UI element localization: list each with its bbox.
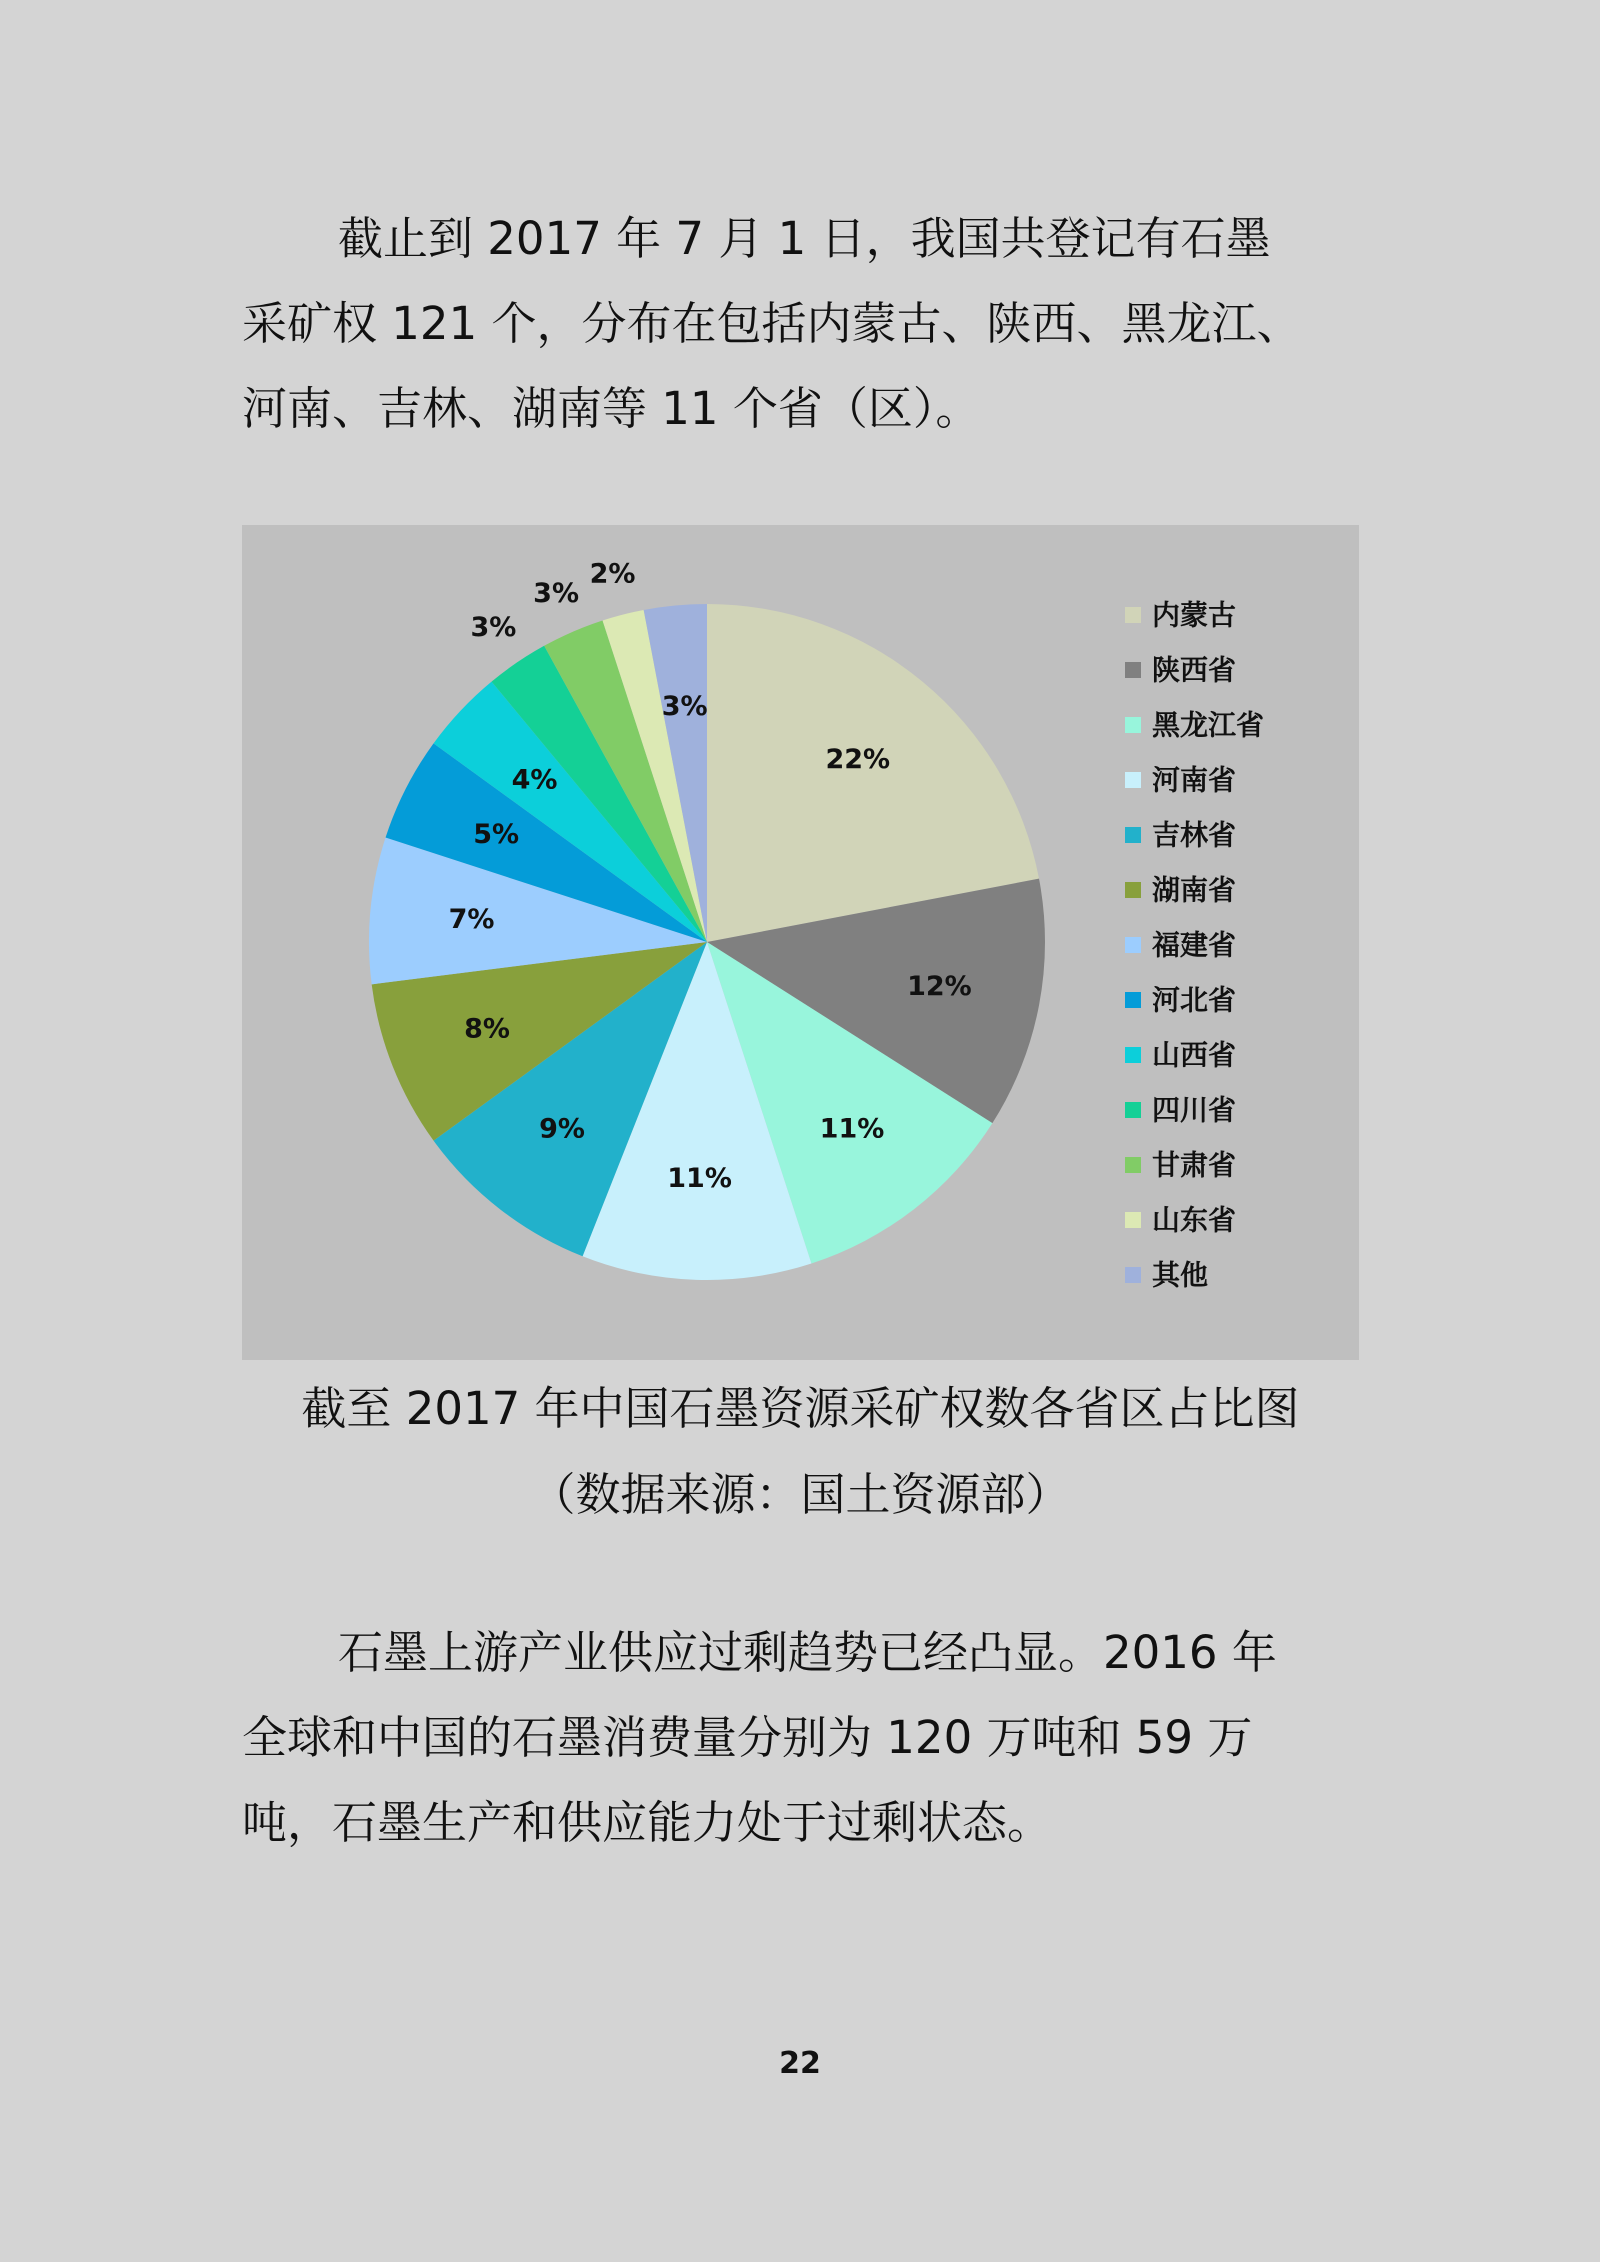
legend-label: 内蒙古 [1152,598,1237,632]
pie-slice-label: 3% [533,577,580,609]
pie-slice-label: 3% [661,691,708,722]
paragraph-1-line: 采矿权 121 个，分布在包括内蒙古、陕西、黑龙江、 [242,297,1302,350]
pie-slice-label: 2% [589,558,636,590]
legend-label: 黑龙江省 [1152,708,1265,742]
pie-slice-label: 22% [825,744,891,776]
pie-slice-label: 11% [819,1113,885,1145]
legend-swatch [1125,882,1141,898]
legend-swatch [1125,1212,1141,1228]
legend-label: 湖南省 [1152,873,1237,907]
legend-label: 河北省 [1152,983,1237,1017]
legend-swatch [1125,827,1141,843]
legend-label: 山东省 [1152,1203,1237,1237]
legend-swatch [1125,937,1141,953]
pie-slice-label: 4% [511,764,558,796]
legend-swatch [1125,1267,1141,1283]
legend-label: 其他 [1152,1258,1209,1292]
legend-swatch [1125,1157,1141,1173]
legend-swatch [1125,662,1141,678]
paragraph-1 [242,196,1382,451]
pie-chart-panel [242,525,1359,1360]
pie-slice-label: 8% [464,1013,510,1045]
pie-slice-label: 5% [473,819,520,851]
legend-label: 甘肃省 [1152,1148,1237,1182]
pie-chart [242,525,1359,1360]
legend-label: 陕西省 [1152,653,1237,687]
legend-label: 四川省 [1152,1093,1237,1127]
page-number: 22 [779,2046,821,2081]
legend-label: 吉林省 [1152,818,1237,852]
pie-slice-label: 9% [539,1113,585,1145]
chart-legend [1125,599,1264,1292]
legend-swatch [1125,992,1141,1008]
pie-slice-label: 7% [448,904,495,936]
pie-slice-label: 3% [470,612,517,644]
pie-slice-label: 12% [907,970,972,1002]
chart-caption-title: 截至 2017 年中国石墨资源采矿权数各省区占比图 [301,1382,1300,1435]
legend-label: 山西省 [1152,1038,1237,1072]
legend-swatch [1125,772,1141,788]
legend-label: 福建省 [1152,928,1237,962]
pie-slice-label: 11% [667,1163,732,1194]
legend-swatch [1125,1047,1141,1063]
paragraph-1-line: 截止到 2017 年 7 月 1 日，我国共登记有石墨 [338,212,1271,265]
legend-swatch [1125,607,1141,623]
paragraph-2 [242,1610,1382,1865]
paragraph-1-line: 河南、吉林、湖南等 11 个省（区）。 [242,382,981,435]
legend-label: 河南省 [1152,763,1237,797]
paragraph-2-line: 吨，石墨生产和供应能力处于过剩状态。 [242,1796,1053,1849]
paragraph-2-line: 石墨上游产业供应过剩趋势已经凸显。2016 年 [338,1626,1277,1679]
legend-swatch [1125,1102,1141,1118]
paragraph-2-line: 全球和中国的石墨消费量分别为 120 万吨和 59 万 [242,1711,1253,1764]
legend-swatch [1125,717,1141,733]
chart-caption-source: （数据来源：国土资源部） [530,1468,1071,1521]
